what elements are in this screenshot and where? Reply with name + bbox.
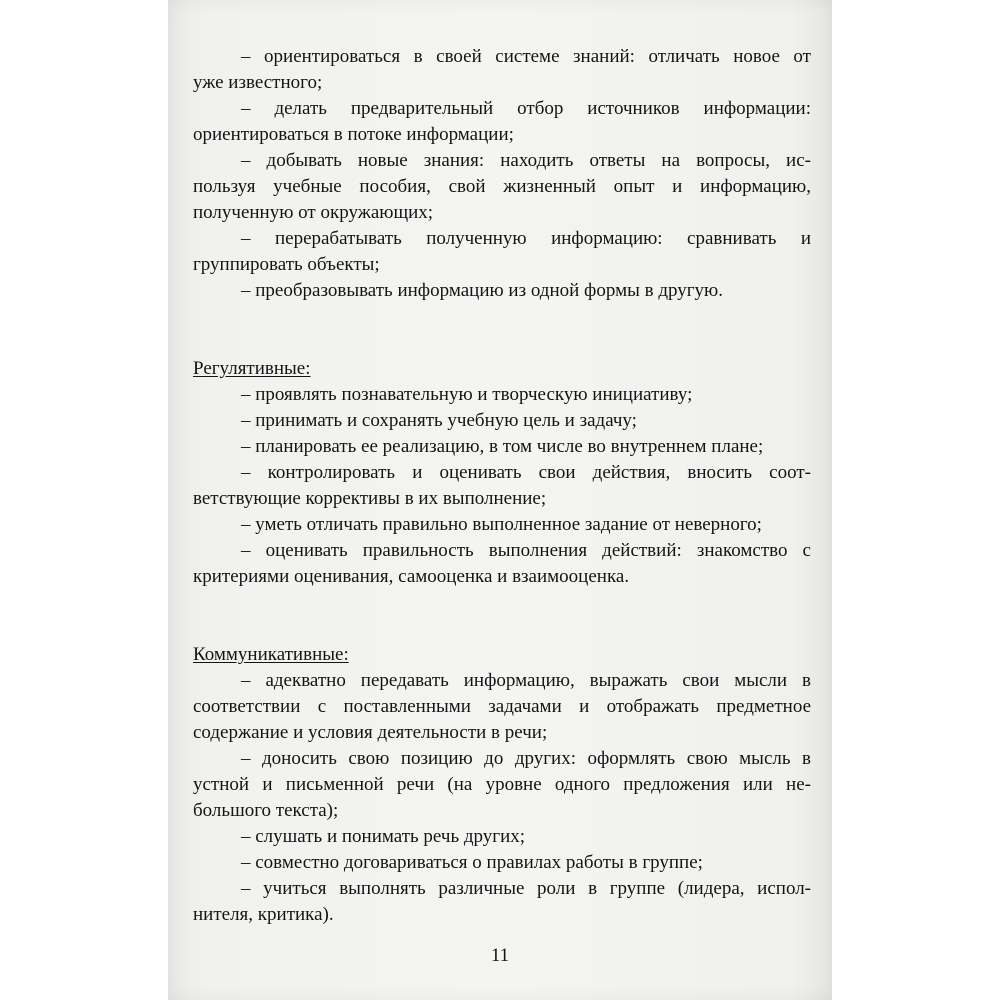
- communicative-section: [193, 642, 811, 928]
- section-spacer: [193, 304, 811, 356]
- text-line: полученную от окружающих;: [193, 202, 434, 223]
- text-line: группировать объекты;: [193, 254, 380, 275]
- text-line: критериями оценивания, самооценка и взаимооценка.: [193, 566, 630, 587]
- list-item: [193, 226, 811, 278]
- list-item: [193, 538, 811, 590]
- text-line: – добывать новые знания: находить ответы на вопросы, ис-: [241, 150, 811, 171]
- page-content: [193, 44, 811, 928]
- list-item: [193, 876, 811, 928]
- book-page: [168, 0, 832, 1000]
- list-item: [193, 44, 811, 96]
- communicative-list: [193, 668, 811, 928]
- cognitive-list: [193, 44, 811, 304]
- page-number: 11: [490, 945, 510, 966]
- text-line: – принимать и сохранять учебную цель и задачу;: [241, 410, 637, 431]
- text-line: соответствии с поставленными задачами и отображать предметное: [193, 696, 811, 717]
- section-spacer: [193, 590, 811, 642]
- section-heading-regulatory: Регулятивные:: [193, 358, 311, 379]
- text-line: – преобразовывать информацию из одной формы в другую.: [241, 280, 723, 301]
- text-line: нителя, критика).: [193, 904, 334, 925]
- text-line: уже известного;: [193, 72, 323, 93]
- text-line: ветствующие коррективы в их выполнение;: [193, 488, 547, 509]
- text-line: устной и письменной речи (на уровне одного предложения или не-: [193, 774, 811, 795]
- list-item: [193, 148, 811, 226]
- text-line: большого текста);: [193, 800, 339, 821]
- text-line: – адекватно передавать информацию, выражать свои мысли в: [241, 670, 811, 691]
- text-line: – оценивать правильность выполнения действий: знакомство с: [241, 540, 811, 561]
- text-line: – учиться выполнять различные роли в группе (лидера, испол-: [241, 878, 811, 899]
- regulatory-list: [193, 382, 811, 590]
- text-line: – слушать и понимать речь других;: [241, 826, 526, 847]
- list-item: [193, 746, 811, 824]
- text-line: – планировать ее реализацию, в том числе во внутреннем плане;: [241, 436, 764, 457]
- list-item: [193, 668, 811, 746]
- text-line: ориентироваться в потоке информации;: [193, 124, 514, 145]
- section-heading-communicative: Коммуникативные:: [193, 644, 349, 665]
- text-line: – доносить свою позицию до других: оформлять свою мысль в: [241, 748, 811, 769]
- list-item: [193, 512, 811, 538]
- list-item: [193, 460, 811, 512]
- list-item: [193, 96, 811, 148]
- text-line: – совместно договариваться о правилах работы в группе;: [241, 852, 703, 873]
- text-line: – перерабатывать полученную информацию: сравнивать и: [241, 228, 811, 249]
- text-line: – проявлять познавательную и творческую инициативу;: [241, 384, 693, 405]
- text-line: – уметь отличать правильно выполненное задание от неверного;: [241, 514, 762, 535]
- list-item: [193, 382, 811, 408]
- text-line: – делать предварительный отбор источников информации:: [241, 98, 811, 119]
- text-line: содержание и условия деятельности в речи;: [193, 722, 548, 743]
- list-item: [193, 434, 811, 460]
- regulatory-section: [193, 356, 811, 590]
- list-item: [193, 408, 811, 434]
- text-line: – ориентироваться в своей системе знаний: отличать новое от: [241, 46, 811, 67]
- list-item: [193, 824, 811, 850]
- text-line: пользуя учебные пособия, свой жизненный опыт и информацию,: [193, 176, 811, 197]
- list-item: [193, 850, 811, 876]
- list-item: [193, 278, 811, 304]
- text-line: – контролировать и оценивать свои действия, вносить соот-: [241, 462, 811, 483]
